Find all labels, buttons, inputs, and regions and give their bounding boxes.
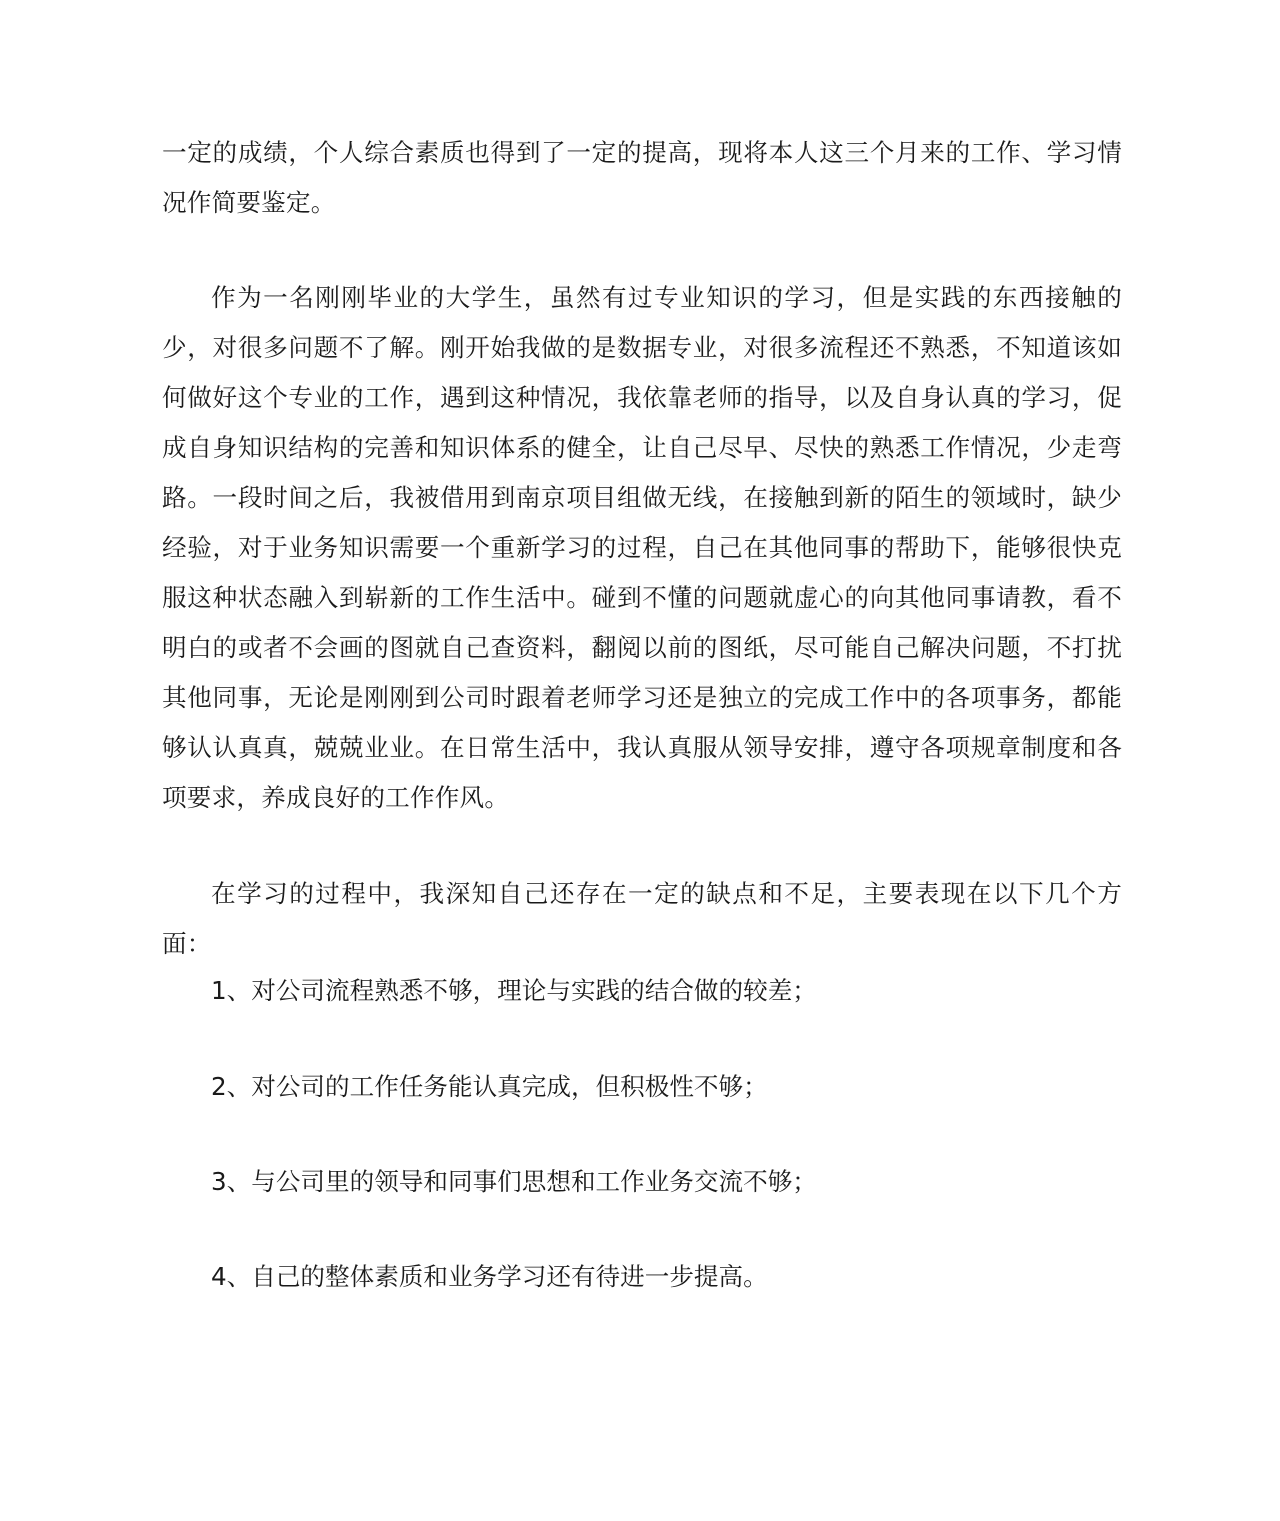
list-item: 1、对公司流程熟悉不够，理论与实践的结合做的较差； <box>211 976 817 1005</box>
list-item: 2、对公司的工作任务能认真完成，但积极性不够； <box>211 1072 768 1101</box>
paragraph-shortcomings-intro: 在学习的过程中，我深知自己还存在一定的缺点和不足，主要表现在以下几个方面： <box>162 879 1122 958</box>
list-item: 3、与公司里的领导和同事们思想和工作业务交流不够； <box>211 1167 817 1196</box>
paragraph-continued: 一定的成绩，个人综合素质也得到了一定的提高，现将本人这三个月来的工作、学习情况作简要鉴定。 <box>162 138 1122 217</box>
list-item: 4、自己的整体素质和业务学习还有待进一步提高。 <box>211 1262 768 1291</box>
paragraph-main: 作为一名刚刚毕业的大学生，虽然有过专业知识的学习，但是实践的东西接触的少，对很多问题不了解。刚开始我做的是数据专业，对很多流程还不熟悉，不知道该如何做好这个专业的工作，遇到这种情况，我依靠老师的指导，以及自身认真的学习，促成自身知识结构的完善和知识体系的健全，让自己尽早、尽快的熟悉工作情况，少走弯路。一段时间之后，我被借用到南京项目组做无线，在接触到新的陌生的领域时，缺少经验，对于业务知识需要一个重新学习的过程，自己在其他同事的帮助下，能够很快克服这种状态融入到崭新的工作生活中。碰到不懂的问题就虚心的向其他同事请教，看不明白的或者不会画的图就自己查资料，翻阅以前的图纸，尽可能自己解决问题，不打扰其他同事，无论是刚刚到公司时跟着老师学习还是独立的完成工作中的各项事务，都能够认认真真，兢兢业业。在日常生活中，我认真服从领导安排，遵守各项规章制度和各项要求，养成良好的工作作风。 <box>162 283 1122 812</box>
